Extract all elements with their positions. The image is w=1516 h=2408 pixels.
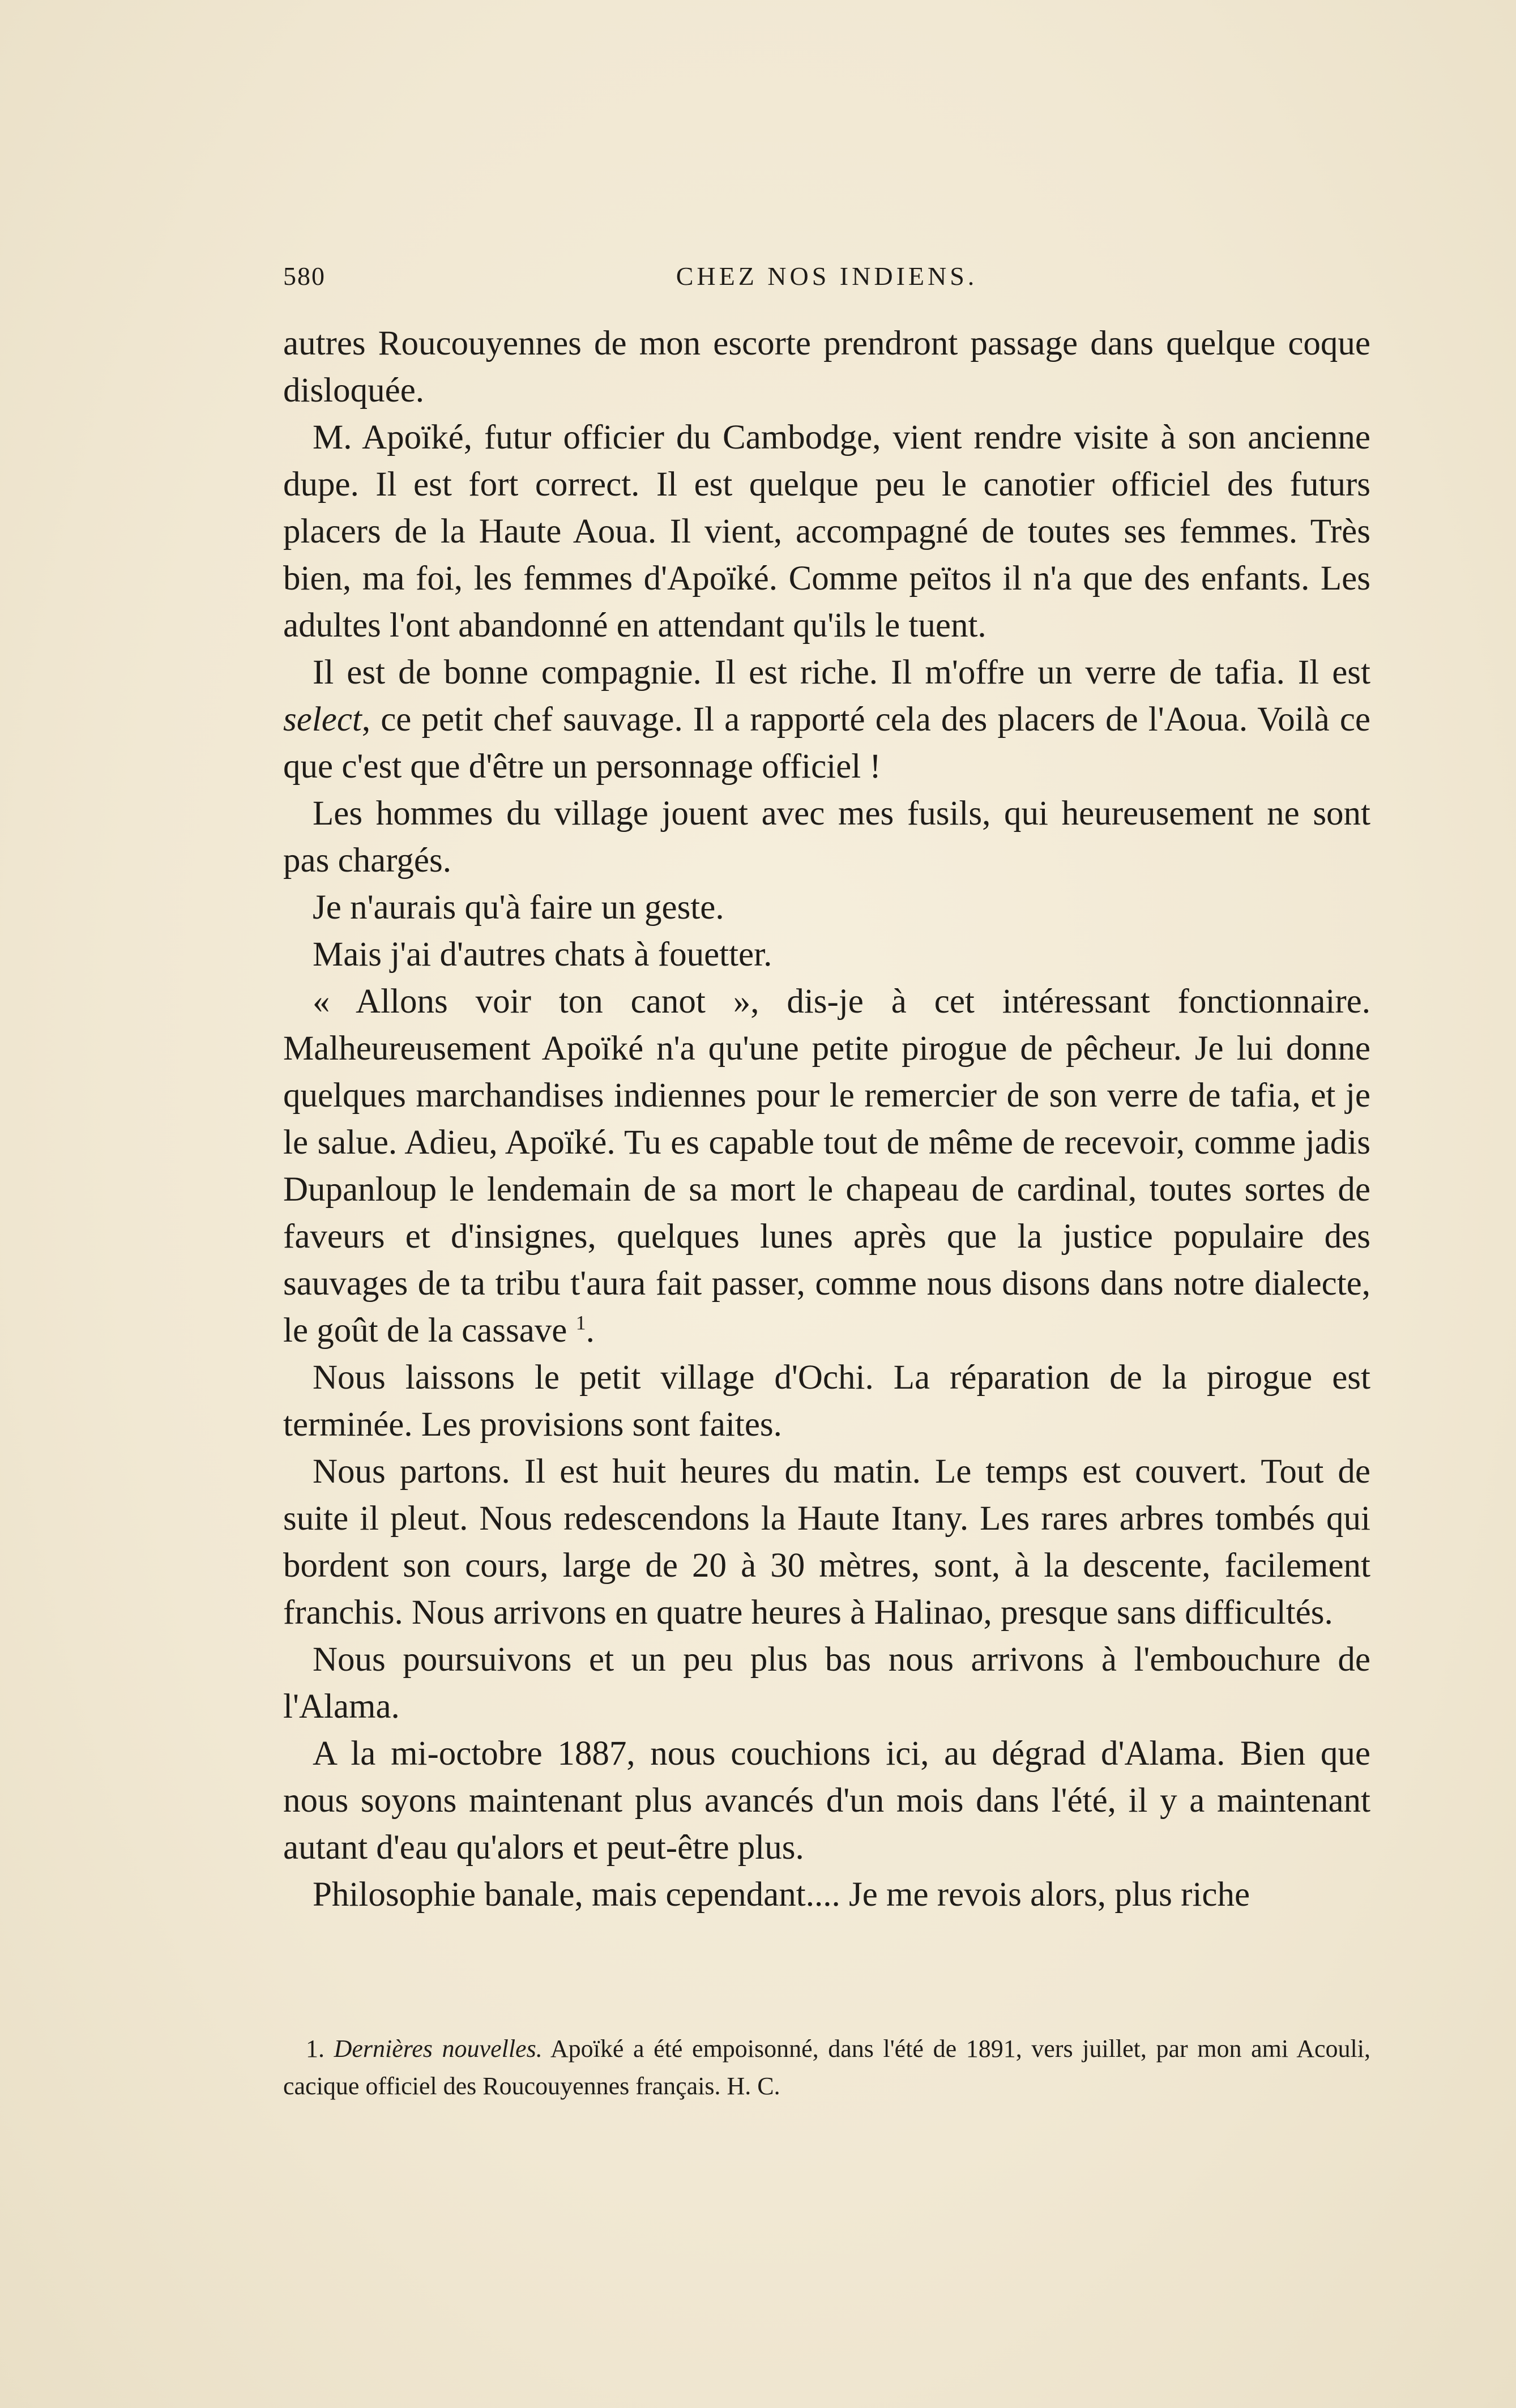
paragraph-text: Les hommes du village jouent avec mes fusils, qui heureusement ne sont pas chargés. [283, 795, 1370, 879]
paragraph [283, 1871, 1370, 1918]
paragraph [283, 1354, 1370, 1448]
paragraph-text: Je n'aurais qu'à faire un geste. [313, 889, 724, 927]
footnote-marker: 1. [306, 2035, 324, 2063]
paragraph-text: Il est de bonne compagnie. Il est riche. Il m'offre un verre de tafia. Il est [313, 654, 1370, 691]
footnote [283, 2030, 1370, 2105]
footnote-text: Apoïké a été empoisonné, dans l'été de 1891, vers juillet, par mon ami Acouli, cacique officiel des Roucouyennes français. H. C. [283, 2035, 1370, 2100]
page-number: 580 [283, 262, 326, 291]
footnote-title: Dernières nouvelles. [334, 2035, 543, 2063]
paragraph [283, 1636, 1370, 1730]
paragraph [283, 1730, 1370, 1871]
paragraph-text: « Allons voir ton canot », dis-je à cet intéressant fonctionnaire. Malheureusement Apoïké n'a qu'une petite pirogue de pêcheur. Je lui donne quelques marchandises indiennes pour le remercier de son verre de tafia, et je le salue. Adieu, Apoïké. Tu es capable tout de même de recevoir, comme jadis Dupanloup le lendemain de sa mort le chapeau de cardinal, toutes sortes de faveurs et d'insignes, quelques lunes après que la justice populaire des sauvages de ta tribu t'aura fait passer, comme nous disons dans notre dialecte, le goût de la cassave [283, 983, 1370, 1350]
paragraph-text: Nous laissons le petit village d'Ochi. La réparation de la pirogue est terminée. Les provisions sont faites. [283, 1359, 1370, 1444]
page-header [283, 258, 1370, 303]
paragraph-text: Nous partons. Il est huit heures du matin. Le temps est couvert. Tout de suite il pleut. Nous redescendons la Haute Itany. Les rares arbres tombés qui bordent son cours, large de 20 à 30 mètres, sont, à la descente, facilement franchis. Nous arrivons en quatre heures à Halinao, presque sans difficultés. [283, 1453, 1370, 1632]
paragraph-text: M. Apoïké, futur officier du Cambodge, vient rendre visite à son ancienne dupe. Il est fort correct. Il est quelque peu le canotier officiel des futurs placers de la Haute Aoua. Il vient, accompagné de toutes ses femmes. Très bien, ma foi, les femmes d'Apoïké. Comme peïtos il n'a que des enfants. Les adultes l'ont abandonné en attendant qu'ils le tuent. [283, 419, 1370, 644]
paragraph-text: , ce petit chef sauvage. Il a rapporté cela des placers de l'Aoua. Voilà ce que c'est que d'être un personnage officiel ! [283, 701, 1370, 785]
footnote-reference[interactable]: 1 [575, 1311, 586, 1334]
paragraph-text: Mais j'ai d'autres chats à fouetter. [313, 936, 772, 974]
italic-word: select [283, 701, 362, 738]
paragraph-text: A la mi-octobre 1887, nous couchions ici, au dégrad d'Alama. Bien que nous soyons maintenant plus avancés d'un mois dans l'été, il y a maintenant autant d'eau qu'alors et peut-être plus. [283, 1735, 1370, 1867]
paragraph [283, 931, 1370, 978]
paragraph [283, 414, 1370, 649]
running-title: CHEZ NOS INDIENS. [676, 262, 978, 291]
paragraph [283, 790, 1370, 884]
paragraph [283, 320, 1370, 414]
paragraph [283, 1448, 1370, 1636]
paragraph-text: . [586, 1312, 595, 1350]
paragraph-text: Nous poursuivons et un peu plus bas nous arrivons à l'embouchure de l'Alama. [283, 1641, 1370, 1726]
paragraph-text: autres Roucouyennes de mon escorte prendront passage dans quelque coque disloquée. [283, 325, 1370, 409]
paragraph [283, 884, 1370, 931]
footnotes [283, 2030, 1370, 2105]
paragraph [283, 978, 1370, 1354]
paragraph-text: Philosophie banale, mais cependant.... Je me revois alors, plus riche [313, 1876, 1250, 1914]
paragraph [283, 649, 1370, 790]
body-text [283, 320, 1370, 1918]
